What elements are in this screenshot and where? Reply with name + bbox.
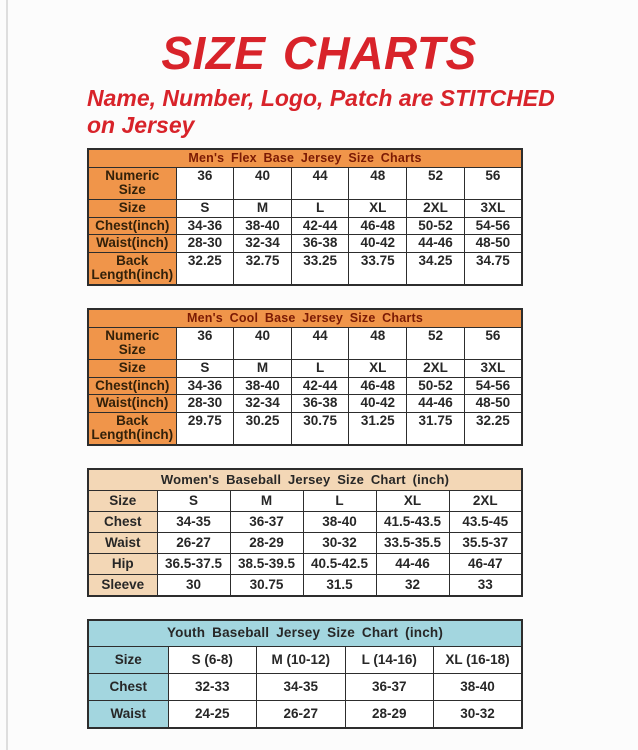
size-value-cell: S [176, 360, 234, 378]
size-value-cell: 34.25 [407, 252, 465, 285]
row-label: Hip [88, 554, 157, 575]
size-value-cell: 56 [464, 167, 522, 199]
size-value-cell: 36 [176, 327, 234, 359]
row-label: Chest [88, 511, 157, 532]
size-value-cell: 31.75 [407, 412, 465, 445]
size-value-cell: 36 [176, 167, 234, 199]
size-value-cell: 31.5 [303, 575, 376, 597]
size-value-cell: 54-56 [464, 377, 522, 395]
size-value-cell: 40.5-42.5 [303, 554, 376, 575]
size-value-cell: 31.25 [349, 412, 407, 445]
size-value-cell: 40 [234, 167, 292, 199]
size-value-cell: 38-40 [234, 217, 292, 235]
size-value-cell: 36-38 [291, 395, 349, 413]
size-value-cell: 33.5-35.5 [376, 532, 449, 553]
table-title: Men's Cool Base Jersey Size Charts [88, 309, 522, 328]
size-value-cell: 50-52 [407, 377, 465, 395]
size-value-cell: 41.5-43.5 [376, 511, 449, 532]
size-value-cell: 40-42 [349, 235, 407, 253]
table-title: Men's Flex Base Jersey Size Charts [88, 149, 522, 168]
size-value-cell: 28-30 [176, 395, 234, 413]
row-label: Waist(inch) [88, 395, 176, 413]
size-value-cell: 54-56 [464, 217, 522, 235]
row-label: Size [88, 360, 176, 378]
size-value-cell: 30-32 [303, 532, 376, 553]
row-label: Sleeve [88, 575, 157, 597]
size-table-3 [87, 619, 523, 729]
size-value-cell: 35.5-37 [449, 532, 522, 553]
row-label: Waist [88, 700, 168, 728]
size-value-cell: 2XL [407, 360, 465, 378]
size-value-cell: 38-40 [303, 511, 376, 532]
size-value-cell: M [230, 490, 303, 511]
size-value-cell: 29.75 [176, 412, 234, 445]
size-value-cell: XL [349, 199, 407, 217]
size-value-cell: 43.5-45 [449, 511, 522, 532]
subtitle-line1: Name, Number, Logo, Patch are STITCHED [87, 85, 555, 111]
row-label: Size [88, 646, 168, 673]
size-value-cell: L [291, 199, 349, 217]
size-value-cell: 36-38 [291, 235, 349, 253]
page-subtitle [87, 85, 567, 139]
size-value-cell: 3XL [464, 199, 522, 217]
size-value-cell: 48-50 [464, 235, 522, 253]
size-table-1 [87, 308, 523, 446]
size-value-cell: 36.5-37.5 [157, 554, 230, 575]
size-value-cell: 36-37 [230, 511, 303, 532]
size-value-cell: 24-25 [168, 700, 257, 728]
size-value-cell: 30 [157, 575, 230, 597]
size-value-cell: 40-42 [349, 395, 407, 413]
row-label: Back Length(inch) [88, 412, 176, 445]
size-value-cell: 56 [464, 327, 522, 359]
size-value-cell: 44 [291, 167, 349, 199]
size-value-cell: M (10-12) [257, 646, 346, 673]
row-label: Numeric Size [88, 327, 176, 359]
size-value-cell: 28-30 [176, 235, 234, 253]
table-title: Youth Baseball Jersey Size Chart (inch) [88, 620, 522, 646]
size-value-cell: L [303, 490, 376, 511]
row-label: Back Length(inch) [88, 252, 176, 285]
size-value-cell: S [157, 490, 230, 511]
size-value-cell: 44-46 [407, 395, 465, 413]
size-table-0 [87, 148, 523, 286]
size-value-cell: 44-46 [407, 235, 465, 253]
size-value-cell: 46-48 [349, 217, 407, 235]
size-value-cell: 34-35 [157, 511, 230, 532]
size-value-cell: 46-47 [449, 554, 522, 575]
size-value-cell: XL [349, 360, 407, 378]
size-value-cell: 32.75 [234, 252, 292, 285]
size-value-cell: 26-27 [157, 532, 230, 553]
size-value-cell: 34-35 [257, 673, 346, 700]
size-value-cell: 40 [234, 327, 292, 359]
row-label: Chest(inch) [88, 377, 176, 395]
size-value-cell: 42-44 [291, 217, 349, 235]
size-value-cell: 33.75 [349, 252, 407, 285]
size-value-cell: 34.75 [464, 252, 522, 285]
size-value-cell: XL (16-18) [434, 646, 523, 673]
size-value-cell: 26-27 [257, 700, 346, 728]
size-value-cell: 44-46 [376, 554, 449, 575]
size-value-cell: 44 [291, 327, 349, 359]
size-value-cell: 30.25 [234, 412, 292, 445]
size-value-cell: 48 [349, 167, 407, 199]
size-value-cell: 38.5-39.5 [230, 554, 303, 575]
size-value-cell: 34-36 [176, 377, 234, 395]
page-title: SIZE CHARTS [161, 27, 477, 79]
size-value-cell: 28-29 [230, 532, 303, 553]
size-value-cell: 48-50 [464, 395, 522, 413]
size-value-cell: 33.25 [291, 252, 349, 285]
row-label: Waist(inch) [88, 235, 176, 253]
size-value-cell: 32.25 [464, 412, 522, 445]
size-value-cell: 42-44 [291, 377, 349, 395]
size-value-cell: L (14-16) [345, 646, 434, 673]
size-value-cell: S (6-8) [168, 646, 257, 673]
size-value-cell: 48 [349, 327, 407, 359]
size-value-cell: 52 [407, 167, 465, 199]
row-label: Waist [88, 532, 157, 553]
row-label: Chest(inch) [88, 217, 176, 235]
size-value-cell: 28-29 [345, 700, 434, 728]
size-value-cell: 30.75 [230, 575, 303, 597]
subtitle-line2: on Jersey [87, 111, 195, 138]
size-value-cell: 2XL [407, 199, 465, 217]
size-value-cell: 3XL [464, 360, 522, 378]
size-value-cell: 38-40 [434, 673, 523, 700]
size-value-cell: M [234, 360, 292, 378]
size-value-cell: 32-34 [234, 395, 292, 413]
size-value-cell: L [291, 360, 349, 378]
size-value-cell: 52 [407, 327, 465, 359]
size-value-cell: 46-48 [349, 377, 407, 395]
size-value-cell: 30.75 [291, 412, 349, 445]
table-title: Women's Baseball Jersey Size Chart (inch) [88, 469, 522, 490]
row-label: Size [88, 199, 176, 217]
size-value-cell: 33 [449, 575, 522, 597]
size-value-cell: 34-36 [176, 217, 234, 235]
size-value-cell: XL [376, 490, 449, 511]
size-value-cell: 32-34 [234, 235, 292, 253]
size-tables [87, 148, 638, 729]
size-value-cell: 32-33 [168, 673, 257, 700]
size-value-cell: M [234, 199, 292, 217]
size-value-cell: 32.25 [176, 252, 234, 285]
left-edge-artifact [6, 0, 8, 750]
size-value-cell: 50-52 [407, 217, 465, 235]
size-value-cell: 32 [376, 575, 449, 597]
row-label: Chest [88, 673, 168, 700]
row-label: Size [88, 490, 157, 511]
size-value-cell: 2XL [449, 490, 522, 511]
row-label: Numeric Size [88, 167, 176, 199]
size-value-cell: 38-40 [234, 377, 292, 395]
size-value-cell: 36-37 [345, 673, 434, 700]
size-table-2 [87, 468, 523, 597]
size-value-cell: 30-32 [434, 700, 523, 728]
size-value-cell: S [176, 199, 234, 217]
